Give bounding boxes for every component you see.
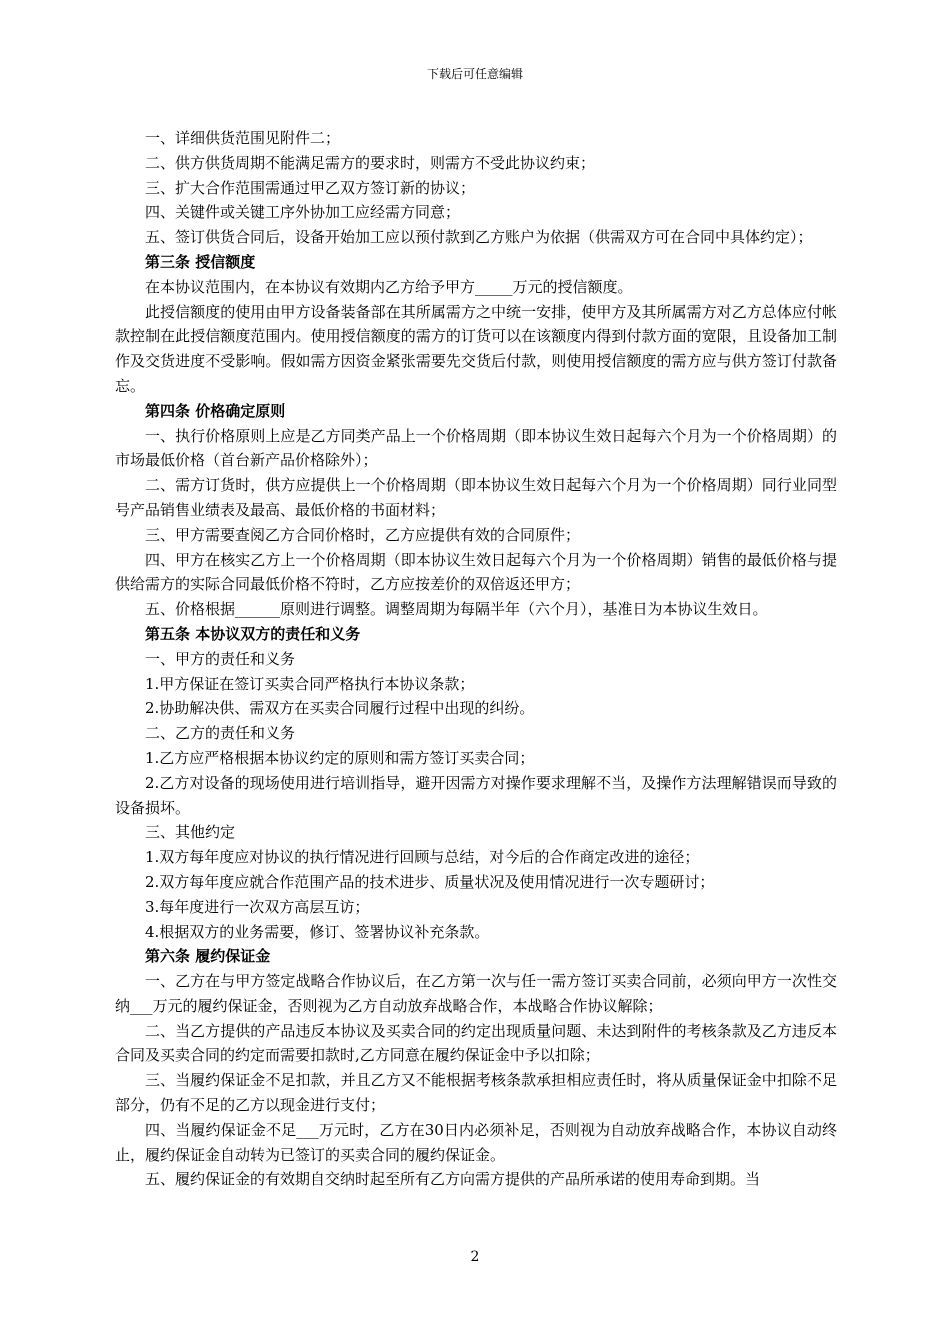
- paragraph: 二、需方订货时，供方应提供上一个价格周期（即本协议生效日起每六个月为一个价格周期）同行业同型号产品销售业绩表及最高、最低价格的书面材料；: [115, 476, 837, 519]
- paragraph: 此授信额度的使用由甲方设备装备部在其所属需方之中统一安排，使甲方及其所属需方对乙方总体应付帐款控制在此授信额度范围内。使用授信额度的需方的订货可以在该额度内得到付款方面的宽限，且设备加工制作及交货进度不受影响。假如需方因资金紧张需要先交货后付款，则使用授信额度的需方应与供方签订付款备忘。: [115, 302, 837, 395]
- paragraph: 1.双方每年度应对协议的执行情况进行回顾与总结，对今后的合作商定改进的途径；: [145, 848, 700, 867]
- paragraph: 四、当履约保证金不足___万元时，乙方在30日内必须补足，否则视为自动放弃战略合作，本协议自动终止，履约保证金自动转为已签订的买卖合同的履约保证金。: [115, 1120, 837, 1164]
- paragraph: 五、履约保证金的有效期自交纳时起至所有乙方向需方提供的产品所承诺的使用寿命到期。当: [145, 1170, 761, 1189]
- paragraph: 一、甲方的责任和义务: [145, 649, 296, 668]
- paragraph: 三、甲方需要查阅乙方合同价格时，乙方应提供有效的合同原件；: [145, 525, 581, 544]
- paragraph: 四、关键件或关键工序外协加工应经需方同意；: [145, 203, 461, 222]
- paragraph: 一、执行价格原则上应是乙方同类产品上一个价格周期（即本协议生效日起每六个月为一个价格周期）的市场最低价格（首台新产品价格除外）；: [115, 426, 837, 470]
- page-header: 下载后可任意编辑: [426, 67, 523, 81]
- paragraph: 1.甲方保证在签订买卖合同严格执行本协议条款；: [145, 674, 475, 693]
- paragraph: 2.双方每年度应就合作范围产品的技术进步、质量状况及使用情况进行一次专题研讨；: [145, 872, 715, 891]
- page-number: 2: [470, 1249, 480, 1265]
- section-heading: 第五条 本协议双方的责任和义务: [145, 624, 361, 643]
- paragraph: 四、甲方在核实乙方上一个价格周期（即本协议生效日起每六个月为一个价格周期）销售的最低价格与提供给需方的实际合同最低价格不符时，乙方应按差价的双倍返还甲方；: [115, 550, 837, 594]
- section-heading: 第四条 价格确定原则: [145, 401, 286, 420]
- section-heading: 第三条 授信额度: [145, 252, 256, 271]
- paragraph: 二、乙方的责任和义务: [145, 724, 296, 743]
- paragraph: 2.协助解决供、需双方在买卖合同履行过程中出现的纠纷。: [145, 699, 535, 718]
- paragraph: 1.乙方应严格根据本协议约定的原则和需方签订买卖合同；: [145, 748, 535, 767]
- paragraph: 三、当履约保证金不足扣款，并且乙方又不能根据考核条款承担相应责任时，将从质量保证金中扣除不足部分，仍有不足的乙方以现金进行支付；: [115, 1071, 837, 1115]
- paragraph: 三、扩大合作范围需通过甲乙双方签订新的协议；: [145, 178, 476, 197]
- paragraph: 2.乙方对设备的现场使用进行培训指导，避开因需方对操作要求理解不当，及操作方法理解错误而导致的设备损坏。: [115, 773, 837, 817]
- paragraph: 二、当乙方提供的产品违反本协议及买卖合同的约定出现质量问题、未达到附件的考核条款及乙方违反本合同及买卖合同的约定而需要扣款时,乙方同意在履约保证金中予以扣除；: [115, 1021, 837, 1065]
- paragraph: 在本协议范围内，在本协议有效期内乙方给予甲方_____万元的授信额度。: [145, 277, 633, 296]
- paragraph: 3.每年度进行一次双方高层互访；: [145, 897, 370, 916]
- paragraph: 一、乙方在与甲方签定战略合作协议后，在乙方第一次与任一需方签订买卖合同前，必须向甲方一次性交纳___万元的履约保证金，否则视为乙方自动放弃战略合作，本战略合作协议解除；: [115, 972, 837, 1015]
- paragraph: 一、详细供货范围见附件二；: [145, 129, 341, 147]
- paragraph: 三、其他约定: [145, 823, 236, 842]
- paragraph: 4.根据双方的业务需要，修订、签署协议补充条款。: [145, 922, 490, 941]
- section-heading: 第六条 履约保证金: [145, 947, 271, 966]
- document-body: [115, 126, 837, 1192]
- paragraph: 二、供方供货周期不能满足需方的要求时，则需方不受此协议约束；: [145, 153, 596, 172]
- paragraph: 五、价格根据______原则进行调整。调整周期为每隔半年（六个月），基准日为本协议生效日。: [145, 600, 768, 619]
- paragraph: 五、签订供货合同后，设备开始加工应以预付款到乙方账户为依据（供需双方可在合同中具体约定）；: [145, 228, 813, 247]
